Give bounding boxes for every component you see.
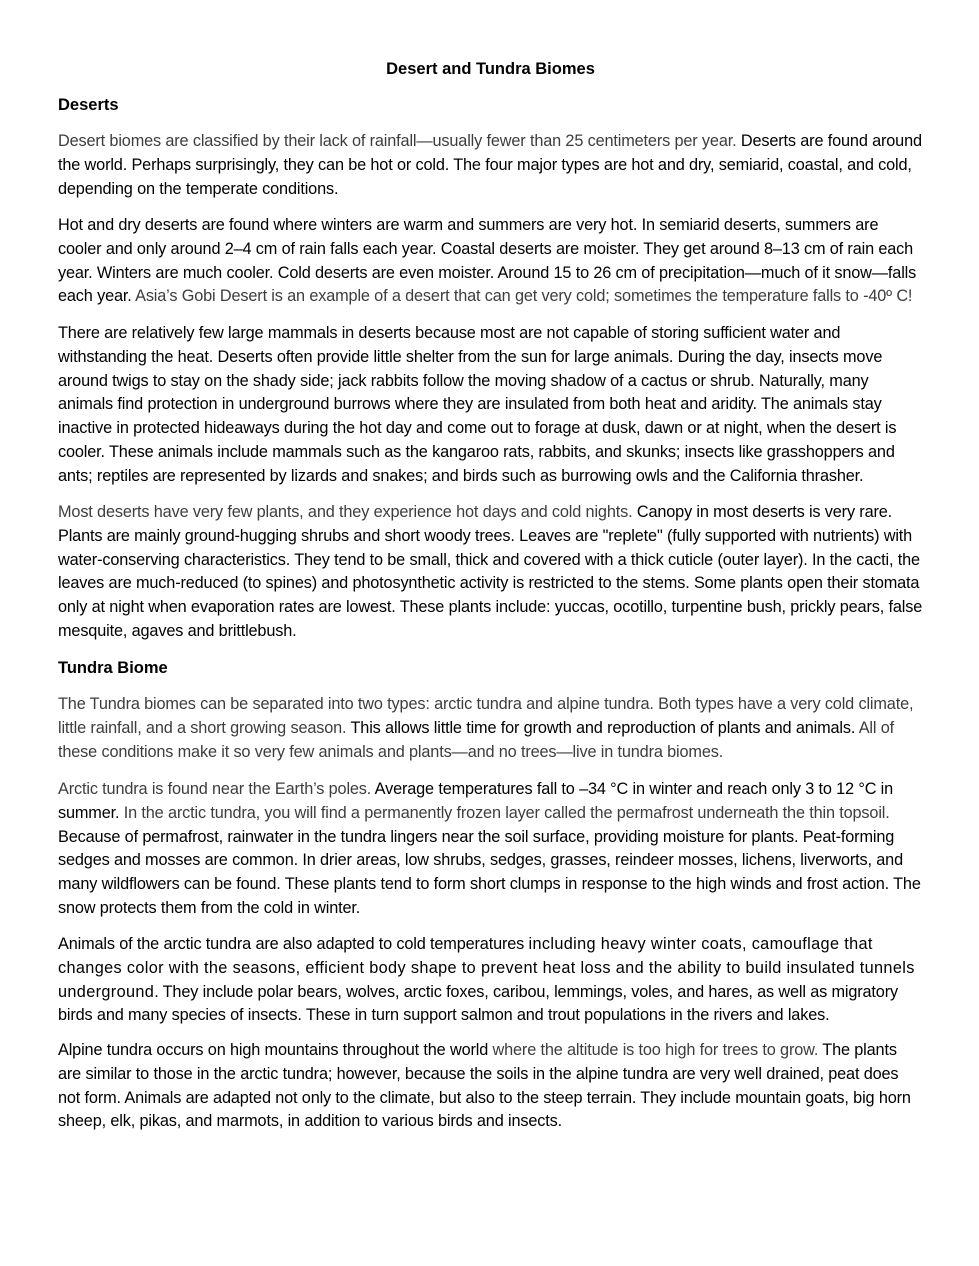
text-span: Most deserts have very few plants, and they experience hot days and cold nights.: [58, 503, 633, 521]
text-span: This allows little time for growth and reproduction of plants and animals.: [346, 718, 859, 737]
tundra-paragraph-4: [58, 1039, 923, 1134]
tundra-paragraph-2: [58, 778, 923, 921]
text-span: Deserts are found around the world. Perhaps surprisingly, they can be hot or cold. The four major types are hot and dry, semiarid, coastal, and cold, depending on the temperate conditions.: [58, 132, 922, 198]
text-span: including heavy winter coats, camouflage that changes color with the seasons, efficient body shape to prevent heat loss and the ability to build insulated tunnels underground: [58, 935, 915, 1001]
text-span: Arctic tundra is found near the Earth’s poles.: [58, 780, 372, 798]
deserts-paragraph-2: [58, 214, 923, 309]
text-span: In the arctic tundra, you will find a permanently frozen layer called the permafrost underneath the thin topsoil.: [123, 803, 890, 822]
text-span: All of these conditions make it so very few animals and plants—and no trees—live in tundra biomes.: [58, 718, 895, 761]
text-span: There are relatively few large mammals in deserts because most are not capable of storing sufficient water and withstanding the heat. Deserts often provide little shelter from the sun for large animals. During the day, insects move around twigs to stay on the shady side; jack rabbits follow the moving shadow of a cactus or shrub. Naturally, many animals find protection in underground burrows where they are insulated from both heat and aridity. The animals stay inactive in protected hideaways during the hot day and come out to forage at dusk, dawn or at night, when the desert is cooler. These animals include mammals such as the kangaroo rats, rabbits, and skunks; insects like grasshoppers and ants; reptiles are represented by lizards and snakes; and birds such as burrowing owls and the California thrasher.: [58, 324, 897, 485]
document-title: Desert and Tundra Biomes: [386, 60, 595, 78]
text-span: Canopy in most deserts is very rare. Plants are mainly ground-hugging shrubs and short woody trees. Leaves are "replete" (fully supported with nutrients) with water-conserving characteristics. They tend to be small, thick and covered with a thick cuticle (outer layer). In the cacti, the leaves are much-reduced (to spines) and photosynthetic activity is restricted to the stems. Some plants open their stomata only at night when evaporation rates are lowest. These plants include: yuccas, ocotillo, turpentine bush, prickly pears, false mesquite, agaves and brittlebush.: [58, 503, 923, 640]
text-span: Hot and dry deserts are found where winters are warm and summers are very hot. In semiarid deserts, summers are cooler and only around 2–4 cm of rain falls each year. Coastal deserts are moister. They get around 8–13 cm of rain each year. Winters are much cooler. Cold deserts are even moister. Around 15 to 26 cm of precipitation—much of it snow—falls each year.: [58, 216, 917, 306]
tundra-heading: Tundra Biome: [58, 659, 168, 677]
text-span: Desert biomes are classified by their lack of rainfall—usually fewer than 25 centimeters per year.: [58, 132, 737, 150]
tundra-paragraph-1: [58, 693, 923, 764]
text-span: Because of permafrost, rainwater in the tundra lingers near the soil surface, providing moisture for plants. Peat-forming sedges and mosses are common. In drier areas, low shrubs, sedges, grasses, reindeer mosses, lichens, liverworts, and many wildflowers can be found. These plants tend to form short clumps in response to the high winds and frost action. The snow protects them from the cold in winter.: [58, 827, 921, 917]
deserts-paragraph-4: [58, 501, 923, 644]
text-span: where the altitude is too high for trees to grow.: [492, 1041, 819, 1059]
text-span: . They include polar bears, wolves, arctic foxes, caribou, lemmings, voles, and hares, as well as migratory birds and many species of insects. These in turn support salmon and trout populations in the rivers and lakes.: [58, 982, 898, 1025]
text-span: The plants are similar to those in the arctic tundra; however, because the soils in the alpine tundra are very well drained, peat does not form. Animals are adapted not only to the climate, but also to the steep terrain. They include mountain goats, big horn sheep, elk, pikas, and marmots, in addition to various birds and insects.: [58, 1041, 911, 1131]
tundra-paragraph-3: [58, 933, 923, 1028]
text-span: Asia’s Gobi Desert is an example of a desert that can get very cold; sometimes the temperature falls to -40º C!: [135, 287, 913, 306]
text-span: Average temperatures fall to –34 °C in winter and reach only 3 to 12 °C in summer.: [58, 780, 894, 822]
text-span: Animals of the arctic tundra are also adapted to cold temperatures: [58, 935, 529, 953]
text-span: The Tundra biomes can be separated into two types: arctic tundra and alpine tundra. Both types have a very cold climate, little rainfall, and a short growing season.: [58, 695, 914, 737]
deserts-heading: Deserts: [58, 96, 119, 114]
deserts-paragraph-1: [58, 130, 923, 201]
text-span: Alpine tundra occurs on high mountains throughout the world: [58, 1041, 493, 1059]
deserts-paragraph-3: [58, 322, 923, 489]
